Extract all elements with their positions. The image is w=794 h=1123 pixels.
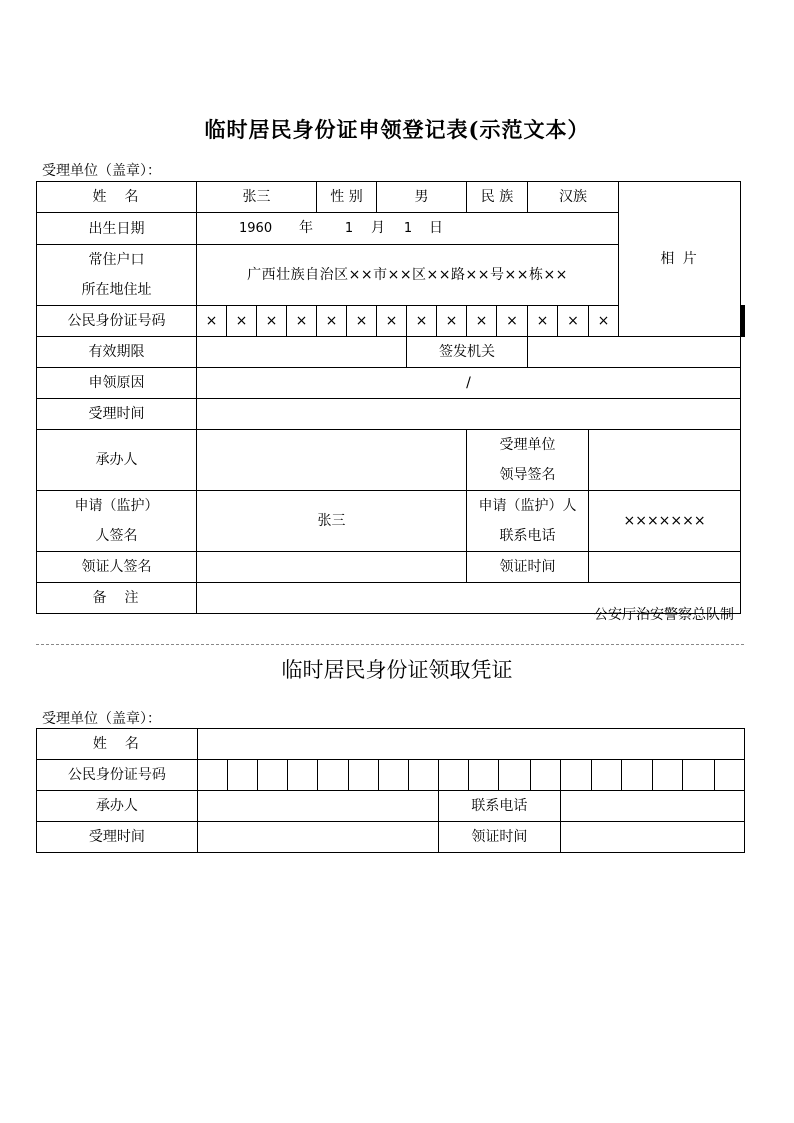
receipt-id-digit-1[interactable] xyxy=(197,760,227,791)
accept-time-value[interactable] xyxy=(197,399,741,430)
validity-value[interactable] xyxy=(197,337,407,368)
name-label: 姓 名 xyxy=(37,182,197,213)
dob-day-unit: 日 xyxy=(429,220,443,236)
accept-time-label: 受理时间 xyxy=(37,399,197,430)
id-digit-13[interactable]: × xyxy=(558,306,589,337)
id-digit-1[interactable]: × xyxy=(197,306,227,337)
receipt-id-digit-10[interactable] xyxy=(469,760,499,791)
id-digit-7[interactable]: × xyxy=(377,306,407,337)
receipt-phone-value[interactable] xyxy=(560,791,744,822)
id-digit-10[interactable]: × xyxy=(467,306,497,337)
receipt-name-label: 姓 名 xyxy=(37,729,198,760)
id-digit-11[interactable]: × xyxy=(497,306,528,337)
receipt-id-digit-3[interactable] xyxy=(258,760,288,791)
applicant-sign-value[interactable]: 张三 xyxy=(197,491,467,552)
receiver-sign-label: 领证人签名 xyxy=(37,552,197,583)
reason-label: 申领原因 xyxy=(37,368,197,399)
receipt-name-value[interactable] xyxy=(197,729,744,760)
receipt-id-digit-5[interactable] xyxy=(318,760,348,791)
gender-value[interactable]: 男 xyxy=(377,182,467,213)
id-digit-5[interactable]: × xyxy=(317,306,347,337)
receipt-handler-value[interactable] xyxy=(197,791,438,822)
applicant-phone-label xyxy=(467,491,589,552)
leader-sign-label xyxy=(467,430,589,491)
address-label xyxy=(37,245,197,306)
id-digit-2[interactable]: × xyxy=(227,306,257,337)
reason-value[interactable]: / xyxy=(197,368,741,399)
authority-value[interactable] xyxy=(528,337,741,368)
dob-year: 1960 xyxy=(239,221,273,236)
receive-time-label: 领证时间 xyxy=(467,552,589,583)
leader-sign-label-line1: 受理单位 xyxy=(499,437,556,453)
receipt-id-digit-2[interactable] xyxy=(228,760,258,791)
leader-sign-label-line2: 领导签名 xyxy=(499,467,556,483)
receipt-accept-time-label: 受理时间 xyxy=(37,822,198,853)
applicant-phone-label-line1: 申请（监护）人 xyxy=(478,498,577,514)
applicant-sign-label-line1: 申请（监护） xyxy=(74,498,159,514)
receipt-id-digit-11[interactable] xyxy=(499,760,530,791)
dob-day: 1 xyxy=(403,221,413,236)
receipt-id-digit-14[interactable] xyxy=(591,760,621,791)
receipt-accept-time-value[interactable] xyxy=(197,822,438,853)
dob-label: 出生日期 xyxy=(37,213,197,245)
form2-unit-label: 受理单位（盖章）： xyxy=(42,711,161,727)
receipt-id-digit-4[interactable] xyxy=(288,760,318,791)
receipt-id-digit-18[interactable] xyxy=(714,760,744,791)
applicant-sign-label xyxy=(37,491,197,552)
issuing-org: 公安厅治安警察总队制 xyxy=(594,607,734,623)
photo-area[interactable]: 相 片 xyxy=(619,182,741,337)
applicant-sign-label-line2: 人签名 xyxy=(95,528,138,544)
handler-value[interactable] xyxy=(197,430,467,491)
dob-month: 1 xyxy=(344,221,354,236)
applicant-phone-label-line2: 联系电话 xyxy=(499,528,556,544)
ethnicity-label: 民 族 xyxy=(467,182,528,213)
receipt-id-digit-13[interactable] xyxy=(560,760,591,791)
receive-time-value[interactable] xyxy=(589,552,741,583)
receipt-id-digit-15[interactable] xyxy=(622,760,653,791)
id-digit-4[interactable]: × xyxy=(287,306,317,337)
id-digit-6[interactable]: × xyxy=(347,306,377,337)
cut-line-divider xyxy=(36,644,744,645)
address-label-line1: 常住户口 xyxy=(88,252,145,268)
id-digit-18[interactable] xyxy=(743,306,744,337)
form1-unit-label: 受理单位（盖章）： xyxy=(42,163,161,179)
authority-label: 签发机关 xyxy=(407,337,528,368)
ethnicity-value[interactable]: 汉族 xyxy=(528,182,619,213)
id-digit-8[interactable]: × xyxy=(407,306,437,337)
name-value[interactable]: 张三 xyxy=(197,182,317,213)
id-digit-14[interactable]: × xyxy=(589,306,619,337)
id-number-label: 公民身份证号码 xyxy=(37,306,197,337)
receipt-form-table xyxy=(36,728,745,853)
receipt-id-digit-9[interactable] xyxy=(439,760,469,791)
handler-label: 承办人 xyxy=(37,430,197,491)
receipt-handler-label: 承办人 xyxy=(37,791,198,822)
receipt-id-digit-16[interactable] xyxy=(653,760,683,791)
applicant-phone-value[interactable]: ××××××× xyxy=(589,491,741,552)
dob-year-unit: 年 xyxy=(299,220,313,236)
registration-form-table xyxy=(36,181,745,614)
address-value[interactable]: 广西壮族自治区××市××区××路××号××栋×× xyxy=(197,245,619,306)
id-digit-9[interactable]: × xyxy=(437,306,467,337)
id-digit-3[interactable]: × xyxy=(257,306,287,337)
receipt-id-digit-12[interactable] xyxy=(530,760,560,791)
id-digit-12[interactable]: × xyxy=(528,306,558,337)
receipt-id-number-label: 公民身份证号码 xyxy=(37,760,198,791)
receipt-receive-time-label: 领证时间 xyxy=(439,822,561,853)
receipt-phone-label: 联系电话 xyxy=(439,791,561,822)
leader-sign-value[interactable] xyxy=(589,430,741,491)
receipt-id-digit-8[interactable] xyxy=(408,760,438,791)
receipt-receive-time-value[interactable] xyxy=(560,822,744,853)
notes-label: 备 注 xyxy=(37,583,197,614)
gender-label: 性 别 xyxy=(317,182,377,213)
address-label-line2: 所在地住址 xyxy=(81,282,152,298)
form1-title: 临时居民身份证申领登记表(示范文本） xyxy=(204,117,590,142)
dob-value[interactable] xyxy=(197,213,619,245)
receipt-id-digit-6[interactable] xyxy=(348,760,378,791)
receiver-sign-value[interactable] xyxy=(197,552,467,583)
receipt-id-digit-7[interactable] xyxy=(378,760,408,791)
validity-label: 有效期限 xyxy=(37,337,197,368)
receipt-id-digit-17[interactable] xyxy=(683,760,714,791)
dob-month-unit: 月 xyxy=(371,220,385,236)
form2-title: 临时居民身份证领取凭证 xyxy=(281,658,513,682)
